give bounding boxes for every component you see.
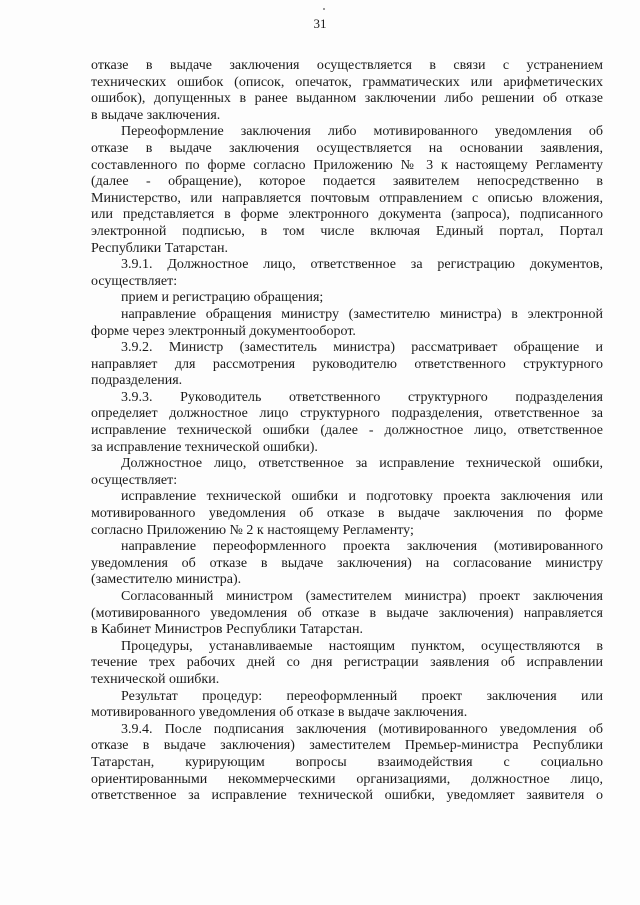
text-line: в Кабинет Министров Республики Татарстан.	[91, 622, 363, 638]
text-line: 3.9.2. Министр (заместитель министра) рассматривает обращение и	[121, 340, 603, 356]
page-number: 31	[313, 16, 327, 31]
text-line: Согласованный министром (заместителем министра) проект заключения	[121, 589, 603, 604]
paragraph	[91, 539, 603, 589]
text-line: Республики Татарстан.	[91, 240, 228, 256]
text-line: осуществляет:	[91, 273, 178, 289]
text-line: составленного по форме согласно Приложению № 3 к настоящему Регламенту	[91, 157, 603, 173]
text-line: мотивированного уведомления об отказе в выдаче заключения.	[91, 705, 468, 721]
text-line: отказе в выдаче заключения осуществляется на основании заявления,	[91, 140, 603, 156]
body-text	[91, 58, 603, 805]
text-line: ориентированными некоммерческими организациями, должностное лицо,	[91, 771, 603, 787]
text-line: исправление технической ошибки (далее - должностное лицо, ответственное	[91, 423, 603, 439]
paragraph	[91, 58, 603, 124]
text-line: подразделения.	[91, 373, 183, 389]
text-line: течение трех рабочих дней со дня регистрации заявления об исправлении	[91, 655, 603, 671]
text-line: Процедуры, устанавливаемые настоящим пунктом, осуществляются в	[121, 638, 603, 654]
text-line: мотивированного уведомления об отказе в выдаче заключения по форме	[91, 506, 603, 522]
text-line: исправление технической ошибки и подготовку проекта заключения или	[121, 489, 603, 505]
text-line: или представляется в форме электронного документа (запроса), подписанного	[91, 207, 603, 223]
text-line: Татарстан, курирующим вопросы взаимодействия с социально	[91, 754, 603, 770]
text-line: определяет должностное лицо структурного подразделения, ответственное за	[91, 406, 603, 422]
scan-speck	[323, 8, 325, 10]
text-line: Министерство, или направляется почтовым отправлением с описью вложения,	[91, 190, 603, 206]
paragraph	[91, 257, 603, 290]
text-line: направляет для рассмотрения руководителю ответственного структурного	[91, 356, 603, 372]
paragraph	[91, 722, 603, 805]
paragraph	[91, 456, 603, 489]
paragraph	[91, 689, 603, 722]
text-line: технических ошибок (описок, опечаток, грамматических или арифметических	[91, 74, 603, 90]
text-line: ответственное за исправление технической ошибки, уведомляет заявителя о	[91, 788, 603, 804]
text-line: электронной подписью, в том числе включая Единый портал, Портал	[91, 223, 603, 239]
text-line: (далее - обращение), которое подается заявителем непосредственно в	[91, 174, 603, 190]
paragraph	[91, 124, 603, 257]
paragraph	[91, 489, 603, 539]
text-line: отказе в выдаче заключения) заместителем Премьер-министра Республики	[91, 738, 603, 754]
text-line: осуществляет:	[91, 472, 178, 488]
text-line: (мотивированного уведомления об отказе в выдаче заключения) направляется	[91, 605, 603, 621]
text-line: за исправление технической ошибки).	[91, 439, 318, 455]
text-line: уведомления об отказе в выдаче заключения) на согласование министру	[91, 555, 603, 571]
text-line: технической ошибки.	[91, 671, 220, 687]
text-line: 3.9.4. После подписания заключения (мотивированного уведомления об	[121, 721, 603, 737]
text-line: согласно Приложению № 2 к настоящему Регламенту;	[91, 522, 414, 538]
text-line: Результат процедур: переоформленный проект заключения или	[121, 688, 603, 704]
paragraph	[91, 290, 603, 307]
text-line: направление переоформленного проекта заключения (мотивированного	[121, 539, 603, 555]
paragraph	[91, 390, 603, 456]
text-line: форме через электронный документооборот.	[91, 323, 356, 339]
paragraph	[91, 639, 603, 689]
text-line: (заместителю министра).	[91, 572, 242, 588]
paragraph	[91, 589, 603, 639]
text-line: прием и регистрацию обращения;	[121, 290, 324, 306]
text-line: 3.9.3. Руководитель ответственного структурного подразделения	[121, 389, 603, 405]
text-line: ошибок), допущенных в ранее выданном заключении либо решении об отказе	[91, 91, 603, 107]
text-line: отказе в выдаче заключения осуществляется в связи с устранением	[91, 58, 603, 73]
text-line: 3.9.1. Должностное лицо, ответственное за регистрацию документов,	[121, 257, 603, 273]
text-line: направление обращения министру (заместителю министра) в электронной	[121, 306, 603, 322]
paragraph	[91, 340, 603, 390]
text-line: в выдаче заключения.	[91, 107, 221, 123]
text-line: Переоформление заключения либо мотивированного уведомления об	[121, 124, 603, 140]
paragraph	[91, 307, 603, 340]
text-line: Должностное лицо, ответственное за исправление технической ошибки,	[121, 456, 603, 472]
